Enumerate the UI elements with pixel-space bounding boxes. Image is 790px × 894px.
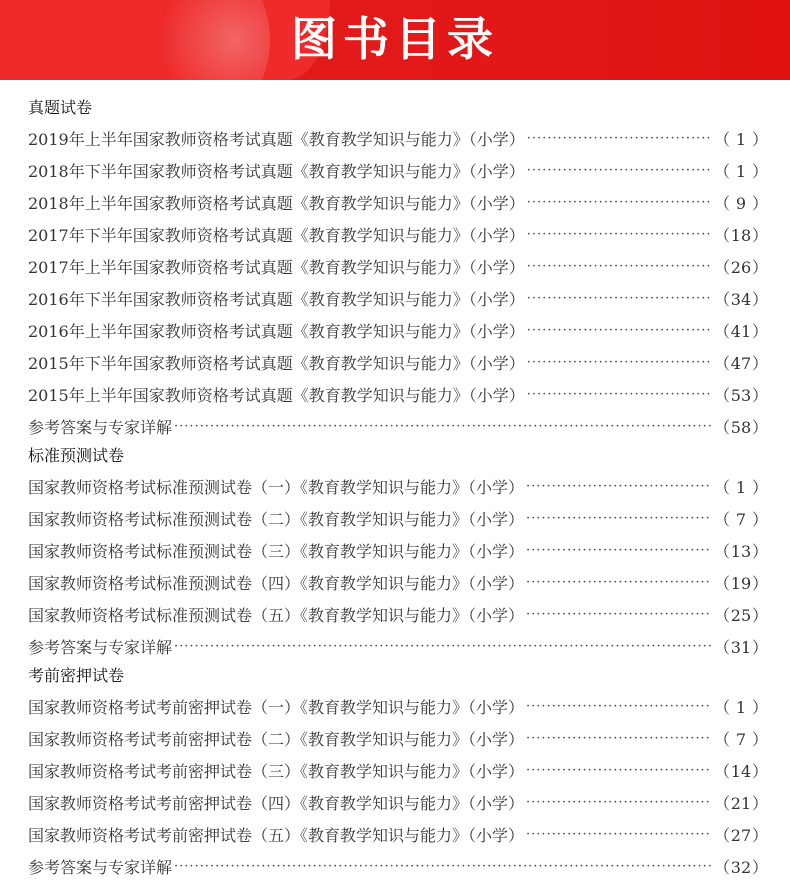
toc-entry[interactable] xyxy=(28,598,768,630)
entry-title: 国家教师资格考试标准预测试卷（二）《教育教学知识与能力》（小学） xyxy=(28,509,525,529)
entry-title: 参考答案与专家详解 xyxy=(28,637,173,657)
toc-entry[interactable] xyxy=(28,630,768,662)
toc-entry[interactable] xyxy=(28,566,768,598)
dot-leader xyxy=(527,291,712,306)
section-title: 考前密押试卷 xyxy=(28,666,125,685)
page-number: （27） xyxy=(713,825,768,845)
toc-section-final-mock-exams xyxy=(28,662,768,882)
toc-entry[interactable] xyxy=(28,410,768,442)
dot-leader xyxy=(527,355,712,370)
table-of-contents xyxy=(0,80,790,882)
page-number: （21） xyxy=(713,793,768,813)
section-title: 真题试卷 xyxy=(28,98,93,117)
page-number: （ 1 ） xyxy=(713,129,768,149)
entry-title: 2015年上半年国家教师资格考试真题《教育教学知识与能力》（小学） xyxy=(28,385,525,405)
header-banner xyxy=(0,0,790,80)
page-number: （26） xyxy=(713,257,768,277)
entry-title: 国家教师资格考试考前密押试卷（五）《教育教学知识与能力》（小学） xyxy=(28,825,525,845)
dot-leader xyxy=(526,699,712,714)
entry-title: 2017年上半年国家教师资格考试真题《教育教学知识与能力》（小学） xyxy=(28,257,525,277)
page-title: 图书目录 xyxy=(291,12,499,66)
entry-title: 国家教师资格考试考前密押试卷（一）《教育教学知识与能力》（小学） xyxy=(28,697,525,717)
entry-title: 2019年上半年国家教师资格考试真题《教育教学知识与能力》（小学） xyxy=(28,129,525,149)
page-number: （ 7 ） xyxy=(713,509,768,529)
page-number: （ 9 ） xyxy=(713,193,768,213)
toc-entry[interactable] xyxy=(28,218,768,250)
entry-title: 国家教师资格考试标准预测试卷（五）《教育教学知识与能力》（小学） xyxy=(28,605,525,625)
dot-leader xyxy=(527,387,712,402)
page-number: （ 1 ） xyxy=(713,477,768,497)
page-number: （25） xyxy=(713,605,768,625)
page-number: （18） xyxy=(713,225,768,245)
entry-title: 国家教师资格考试考前密押试卷（三）《教育教学知识与能力》（小学） xyxy=(28,761,525,781)
page-number: （32） xyxy=(713,857,768,877)
page-number: （41） xyxy=(713,321,768,341)
entry-title: 参考答案与专家详解 xyxy=(28,417,173,437)
page-number: （58） xyxy=(713,417,768,437)
dot-leader xyxy=(526,479,712,494)
section-title: 标准预测试卷 xyxy=(28,446,125,465)
dot-leader xyxy=(174,419,712,434)
dot-leader xyxy=(527,227,712,242)
entry-title: 国家教师资格考试考前密押试卷（四）《教育教学知识与能力》（小学） xyxy=(28,793,525,813)
toc-entry[interactable] xyxy=(28,186,768,218)
dot-leader xyxy=(526,607,712,622)
page-number: （31） xyxy=(713,637,768,657)
entry-title: 2016年上半年国家教师资格考试真题《教育教学知识与能力》（小学） xyxy=(28,321,525,341)
toc-entry[interactable] xyxy=(28,502,768,534)
dot-leader xyxy=(526,763,712,778)
page-number: （ 1 ） xyxy=(713,697,768,717)
entry-title: 参考答案与专家详解 xyxy=(28,857,173,877)
toc-entry[interactable] xyxy=(28,786,768,818)
page-number: （13） xyxy=(713,541,768,561)
dot-leader xyxy=(526,575,712,590)
toc-entry[interactable] xyxy=(28,850,768,882)
entry-title: 国家教师资格考试标准预测试卷（三）《教育教学知识与能力》（小学） xyxy=(28,541,525,561)
page-number: （14） xyxy=(713,761,768,781)
toc-entry[interactable] xyxy=(28,282,768,314)
dot-leader xyxy=(527,323,712,338)
entry-title: 国家教师资格考试标准预测试卷（一）《教育教学知识与能力》（小学） xyxy=(28,477,525,497)
dot-leader xyxy=(526,731,712,746)
toc-entry[interactable] xyxy=(28,534,768,566)
dot-leader xyxy=(527,259,712,274)
dot-leader xyxy=(526,795,712,810)
dot-leader xyxy=(526,543,712,558)
toc-section-standard-predictions xyxy=(28,442,768,662)
toc-entry[interactable] xyxy=(28,122,768,154)
entry-title: 2017年下半年国家教师资格考试真题《教育教学知识与能力》（小学） xyxy=(28,225,525,245)
toc-section-past-exams xyxy=(28,94,768,442)
toc-entry[interactable] xyxy=(28,818,768,850)
page-number: （ 1 ） xyxy=(713,161,768,181)
toc-entry[interactable] xyxy=(28,154,768,186)
toc-entry[interactable] xyxy=(28,722,768,754)
dot-leader xyxy=(527,195,712,210)
entry-title: 国家教师资格考试考前密押试卷（二）《教育教学知识与能力》（小学） xyxy=(28,729,525,749)
entry-title: 2018年上半年国家教师资格考试真题《教育教学知识与能力》（小学） xyxy=(28,193,525,213)
toc-entry[interactable] xyxy=(28,250,768,282)
entry-title: 2018年下半年国家教师资格考试真题《教育教学知识与能力》（小学） xyxy=(28,161,525,181)
page-number: （47） xyxy=(713,353,768,373)
dot-leader xyxy=(527,163,712,178)
toc-entry[interactable] xyxy=(28,470,768,502)
entry-title: 2015年下半年国家教师资格考试真题《教育教学知识与能力》（小学） xyxy=(28,353,525,373)
dot-leader xyxy=(527,131,712,146)
dot-leader xyxy=(526,827,712,842)
toc-entry[interactable] xyxy=(28,690,768,722)
dot-leader xyxy=(174,859,712,874)
dot-leader xyxy=(174,639,712,654)
toc-entry[interactable] xyxy=(28,314,768,346)
page-number: （ 7 ） xyxy=(713,729,768,749)
page-number: （53） xyxy=(713,385,768,405)
entry-title: 2016年下半年国家教师资格考试真题《教育教学知识与能力》（小学） xyxy=(28,289,525,309)
toc-entry[interactable] xyxy=(28,346,768,378)
entry-title: 国家教师资格考试标准预测试卷（四）《教育教学知识与能力》（小学） xyxy=(28,573,525,593)
toc-entry[interactable] xyxy=(28,754,768,786)
dot-leader xyxy=(526,511,712,526)
page-number: （34） xyxy=(713,289,768,309)
page-number: （19） xyxy=(713,573,768,593)
toc-entry[interactable] xyxy=(28,378,768,410)
